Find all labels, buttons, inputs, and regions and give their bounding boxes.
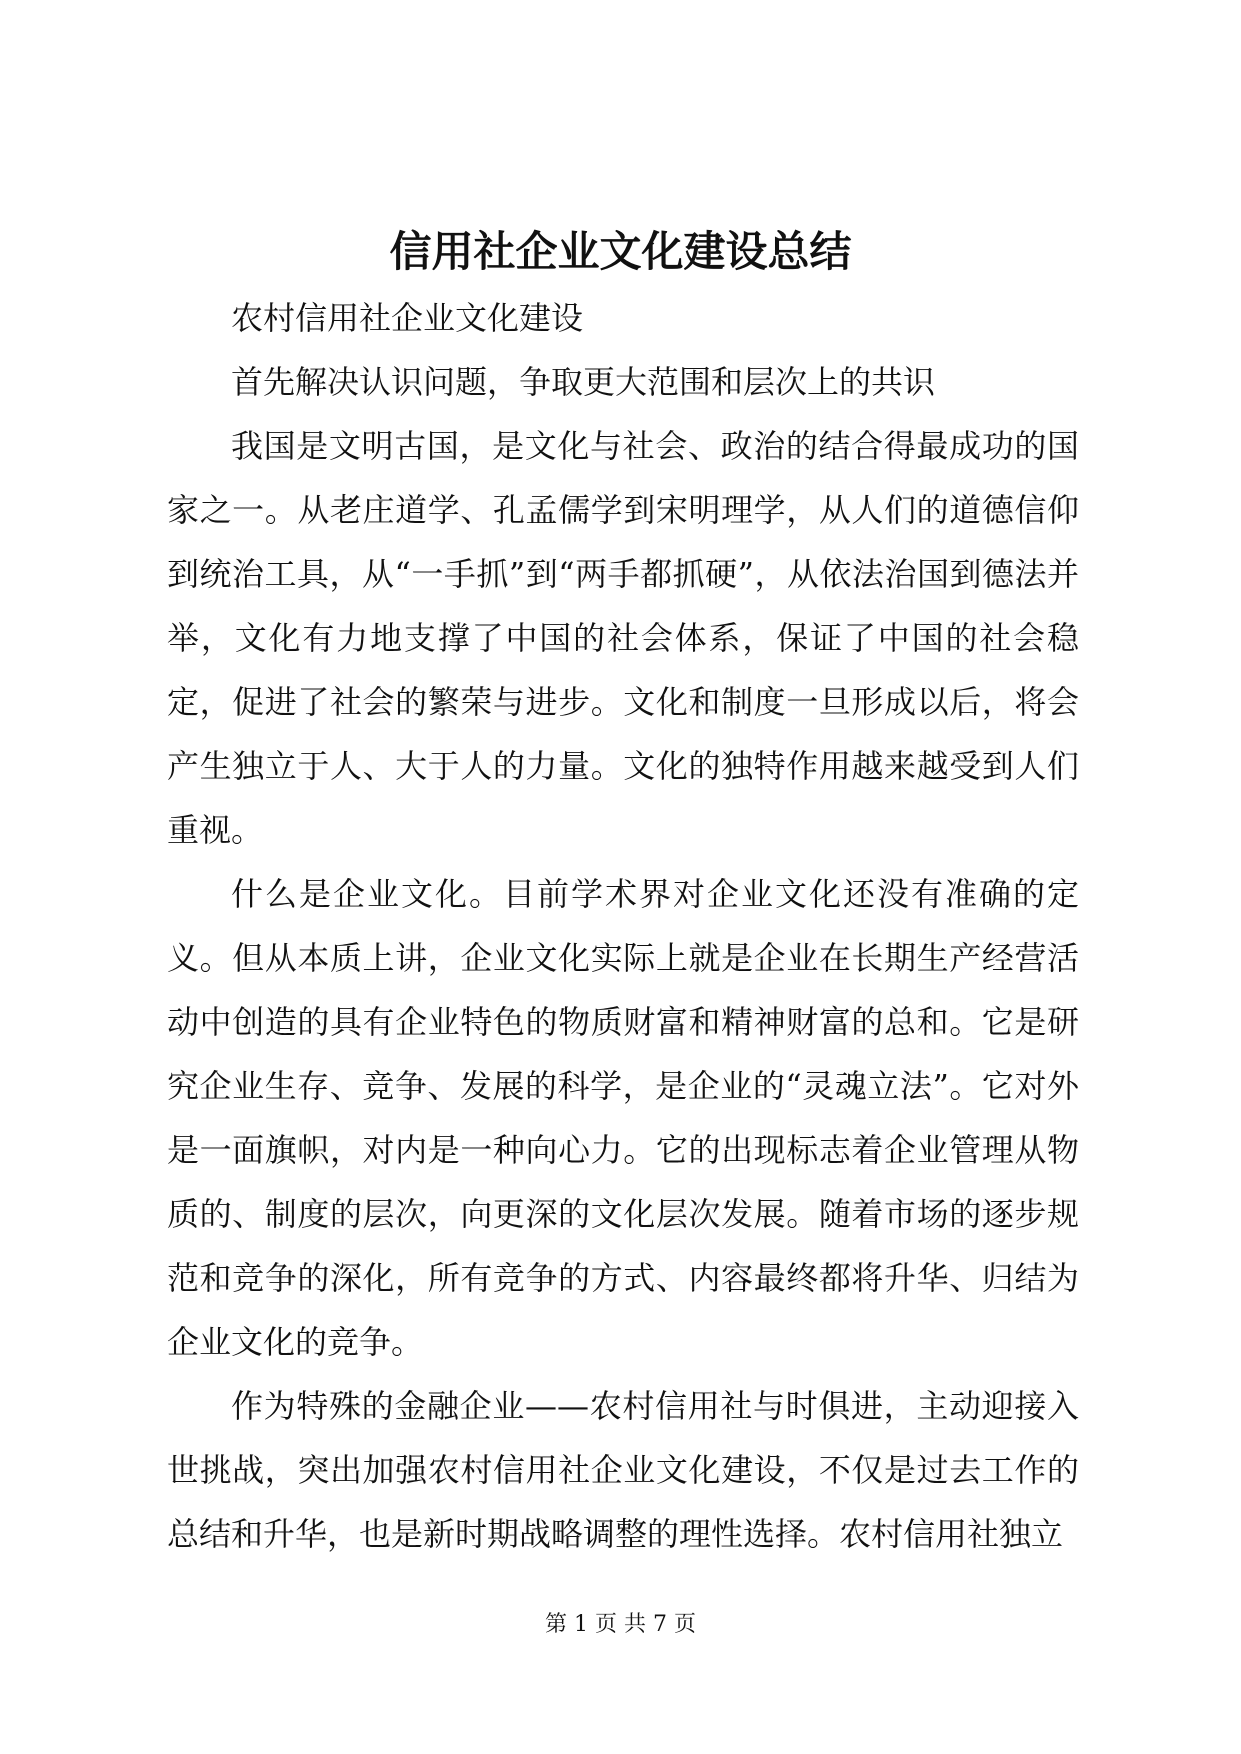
paragraph-heading: 首先解决认识问题，争取更大范围和层次上的共识 — [231, 363, 936, 401]
document-title: 信用社企业文化建设总结 — [389, 227, 852, 276]
paragraph: 什么是企业文化。目前学术界对企业文化还没有准确的定义。但从本质上讲，企业文化实际上就是企业在长期生产经营活动中创造的具有企业特色的物质财富和精神财富的总和。它是研究企业生存、竞争、发展的科学，是企业的“灵魂立法”。它对外是一面旗帜，对内是一种向心力。它的出现标志着企业管理从物质的、制度的层次，向更深的文化层次发展。随着市场的逐步规范和竞争的深化，所有竞争的方式、内容最终都将升华、归结为企业文化的竞争。 — [167, 875, 1079, 1361]
paragraph: 作为特殊的金融企业——农村信用社与时俱进，主动迎接入世挑战，突出加强农村信用社企业文化建设，不仅是过去工作的总结和升华，也是新时期战略调整的理性选择。农村信用社独立 — [167, 1387, 1079, 1553]
paragraph: 我国是文明古国，是文化与社会、政治的结合得最成功的国家之一。从老庄道学、孔孟儒学到宋明理学，从人们的道德信仰到统治工具，从“一手抓”到“两手都抓硬”，从依法治国到德法并举，文化有力地支撑了中国的社会体系，保证了中国的社会稳定，促进了社会的繁荣与进步。文化和制度一旦形成以后，将会产生独立于人、大于人的力量。文化的独特作用越来越受到人们重视。 — [167, 427, 1079, 849]
paragraph-subtitle: 农村信用社企业文化建设 — [231, 299, 584, 337]
page-number-footer: 第 1 页 共 7 页 — [545, 1612, 696, 1637]
document-body — [167, 286, 1079, 1566]
